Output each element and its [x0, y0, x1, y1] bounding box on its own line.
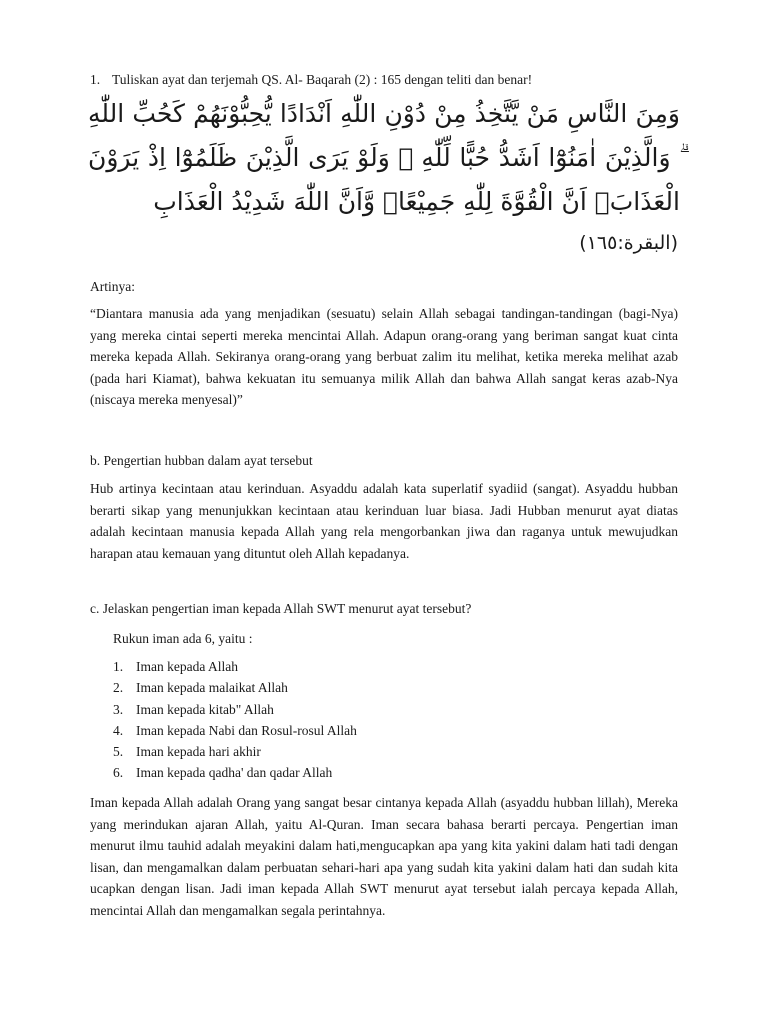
- list-item: [113, 741, 357, 762]
- list-item-number: 3.: [113, 701, 124, 717]
- section-c-body: Iman kepada Allah adalah Orang yang sangat besar cintanya kepada Allah (asyaddu hubban lillah), Mereka yang merindukan ajaran Allah, yaitu Al-Quran. Iman secara bahasa berarti percaya. Pengertian iman menurut ilmu tauhid adalah meyakini dalam hati,mengucapkan apa yang kita yakini dalam hati tadi dengan lisan, dan mengamalkan dalam perbuatan sehari-hari apa yang sudah kita yakini dalam hati dan sudah kita ucapkan dengan lisan. Jadi iman kepada Allah SWT menurut ayat tersebut ialah percaya kepada Allah, mencintai Allah dan mengamalkan segala perintahnya.: [90, 795, 678, 918]
- rukun-iman-list: [113, 656, 357, 784]
- section-b-body: Hub artinya kecintaan atau kerinduan. Asyaddu adalah kata superlatif syadiid (sangat). Asyaddu hubban berarti sikap yang menunjukkan kecintaan atau kerinduan luar biasa. Jadi Hubban menurut ayat diatas adalah kecintaan manusia kepada Allah yang rela mengorbankan jiwa dan raganya untuk mewujudkan harapan atau kemauan yang dituntut oleh Allah kepadanya.: [90, 481, 678, 561]
- list-item: [113, 720, 357, 741]
- list-item: [113, 699, 357, 720]
- list-item-text: Iman kepada hari akhir: [136, 744, 261, 760]
- question-1: [90, 72, 678, 88]
- list-item-text: Iman kepada qadha' dan qadar Allah: [136, 765, 333, 781]
- list-item-number: 6.: [113, 765, 124, 781]
- section-c-heading: c. Jelaskan pengertian iman kepada Allah SWT menurut ayat tersebut?: [90, 601, 472, 616]
- list-item: [113, 656, 357, 677]
- list-item-text: Iman kepada malaikat Allah: [136, 680, 288, 696]
- list-item-text: Iman kepada Allah: [136, 659, 238, 674]
- question-1-number: 1.: [90, 72, 101, 87]
- list-item-number: 1.: [113, 659, 124, 674]
- list-item-text: Iman kepada kitab" Allah: [136, 701, 274, 717]
- list-item: [113, 677, 357, 698]
- rukun-iman-intro: Rukun iman ada 6, yaitu :: [113, 631, 253, 646]
- section-b-heading: b. Pengertian hubban dalam ayat tersebut: [90, 453, 313, 468]
- verse-reference: (البقرة:١٦٥): [579, 232, 678, 254]
- list-item-number: 5.: [113, 744, 124, 760]
- arabic-verse: وَمِنَ النَّاسِ مَنْ يَّتَّخِذُ مِنْ دُوْنِ اللّٰهِ اَنْدَادًا يُّحِبُّوْنَهُمْ كَحُبِّ اللّٰهِ ۗ وَالَّذِيْنَ اٰمَنُوْٓا اَشَدُّ حُبًّا لِّلّٰهِ ۗ وَلَوْ يَرَى الَّذِيْنَ ظَلَمُوْٓا اِذْ يَرَوْنَ الْعَذَابَۙ اَنَّ الْقُوَّةَ لِلّٰهِ جَمِيْعًاۙ وَّاَنَّ اللّٰهَ شَدِيْدُ الْعَذَابِ: [88, 99, 680, 216]
- list-item-number: 4.: [113, 722, 124, 738]
- list-item: [113, 762, 357, 783]
- question-1-text: Tuliskan ayat dan terjemah QS. Al- Baqarah (2) : 165 dengan teliti dan benar!: [112, 72, 533, 87]
- list-item-text: Iman kepada Nabi dan Rosul-rosul Allah: [136, 722, 357, 738]
- list-item-number: 2.: [113, 680, 124, 696]
- artinya-label: Artinya:: [90, 279, 135, 294]
- artinya-translation: “Diantara manusia ada yang menjadikan (sesuatu) selain Allah sebagai tandingan-tandingan (bagi-Nya) yang mereka cintai seperti mereka mencintai Allah. Adapun orang-orang yang beriman sangat kuat cinta mereka kepada Allah. Sekiranya orang-orang yang berbuat zalim itu melihat, ketika mereka melihat azab (pada hari Kiamat), bahwa kekuatan itu semuanya milik Allah dan bahwa Allah sangat keras azab-Nya (niscaya mereka menyesal)”: [90, 306, 678, 407]
